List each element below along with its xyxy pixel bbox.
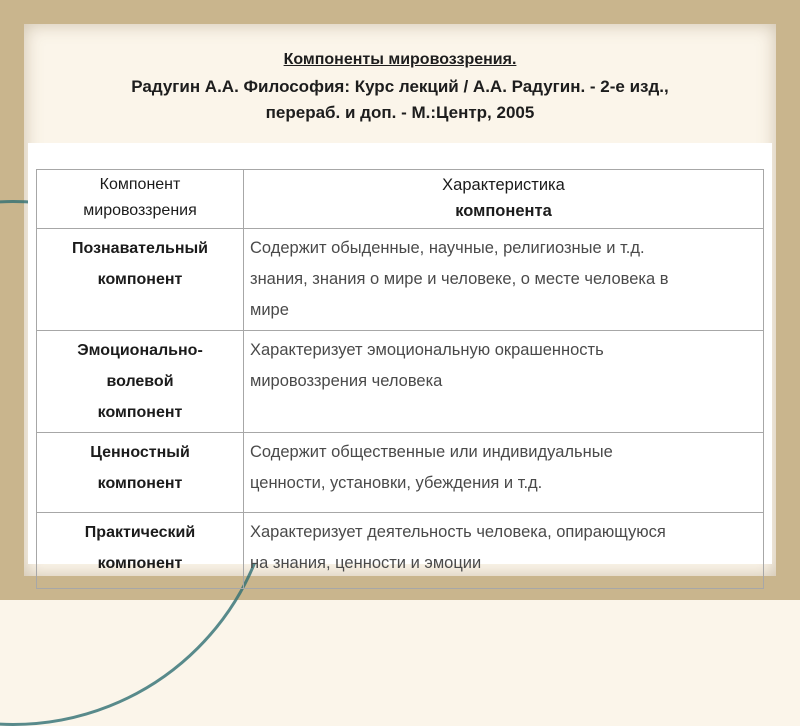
component-name — [37, 513, 244, 589]
component-name-line: волевой — [106, 373, 174, 390]
component-description-line: знания, знания о мире и человеке, о месте человека в — [250, 270, 669, 288]
header-component-line-2: мировоззрения — [83, 202, 197, 219]
component-name — [37, 433, 244, 513]
component-name — [37, 229, 244, 331]
component-name-line: Эмоционально- — [77, 342, 203, 359]
component-name — [37, 331, 244, 433]
component-description — [244, 331, 764, 433]
component-name-line: компонент — [97, 271, 183, 288]
table-card — [28, 143, 772, 572]
component-description-line: Характеризует эмоциональную окрашенность — [250, 341, 604, 359]
component-name-line: Познавательный — [72, 240, 208, 257]
component-description — [244, 513, 764, 589]
component-description-line: ценности, установки, убеждения и т.д. — [250, 474, 543, 492]
table-row — [37, 229, 764, 331]
citation-line-1: Радугин А.А. Философия: Курс лекций / А.А. Радугин. - 2-е изд., — [131, 77, 669, 96]
header-characteristic — [244, 170, 764, 229]
citation-line-2: перераб. и доп. - М.:Центр, 2005 — [265, 103, 535, 122]
component-name-line: компонент — [97, 555, 183, 572]
component-description-line: на знания, ценности и эмоции — [250, 554, 482, 572]
component-description-line: Содержит обыденные, научные, религиозные и т.д. — [250, 239, 645, 257]
component-name-line: Практический — [84, 524, 196, 541]
table-row — [37, 433, 764, 513]
component-description-line: Характеризует деятельность человека, опирающуюся — [250, 523, 666, 541]
header-characteristic-line-1: Характеристика — [442, 176, 565, 194]
header-component-line-1: Компонент — [99, 176, 181, 193]
header-component — [37, 170, 244, 229]
component-description-line: Содержит общественные или индивидуальные — [250, 443, 613, 461]
slide-header — [24, 46, 776, 126]
table-row — [37, 513, 764, 589]
slide-title: Компоненты мировоззрения. — [283, 51, 517, 68]
table-header-row — [37, 170, 764, 229]
component-description-line: мире — [250, 301, 289, 319]
component-name-line: компонент — [97, 475, 183, 492]
header-characteristic-line-2: компонента — [455, 202, 552, 220]
component-description — [244, 433, 764, 513]
component-name-line: Ценностный — [90, 444, 190, 461]
components-table — [36, 169, 764, 589]
table-row — [37, 331, 764, 433]
component-name-line: компонент — [97, 404, 183, 421]
component-description — [244, 229, 764, 331]
component-description-line: мировоззрения человека — [250, 372, 443, 390]
